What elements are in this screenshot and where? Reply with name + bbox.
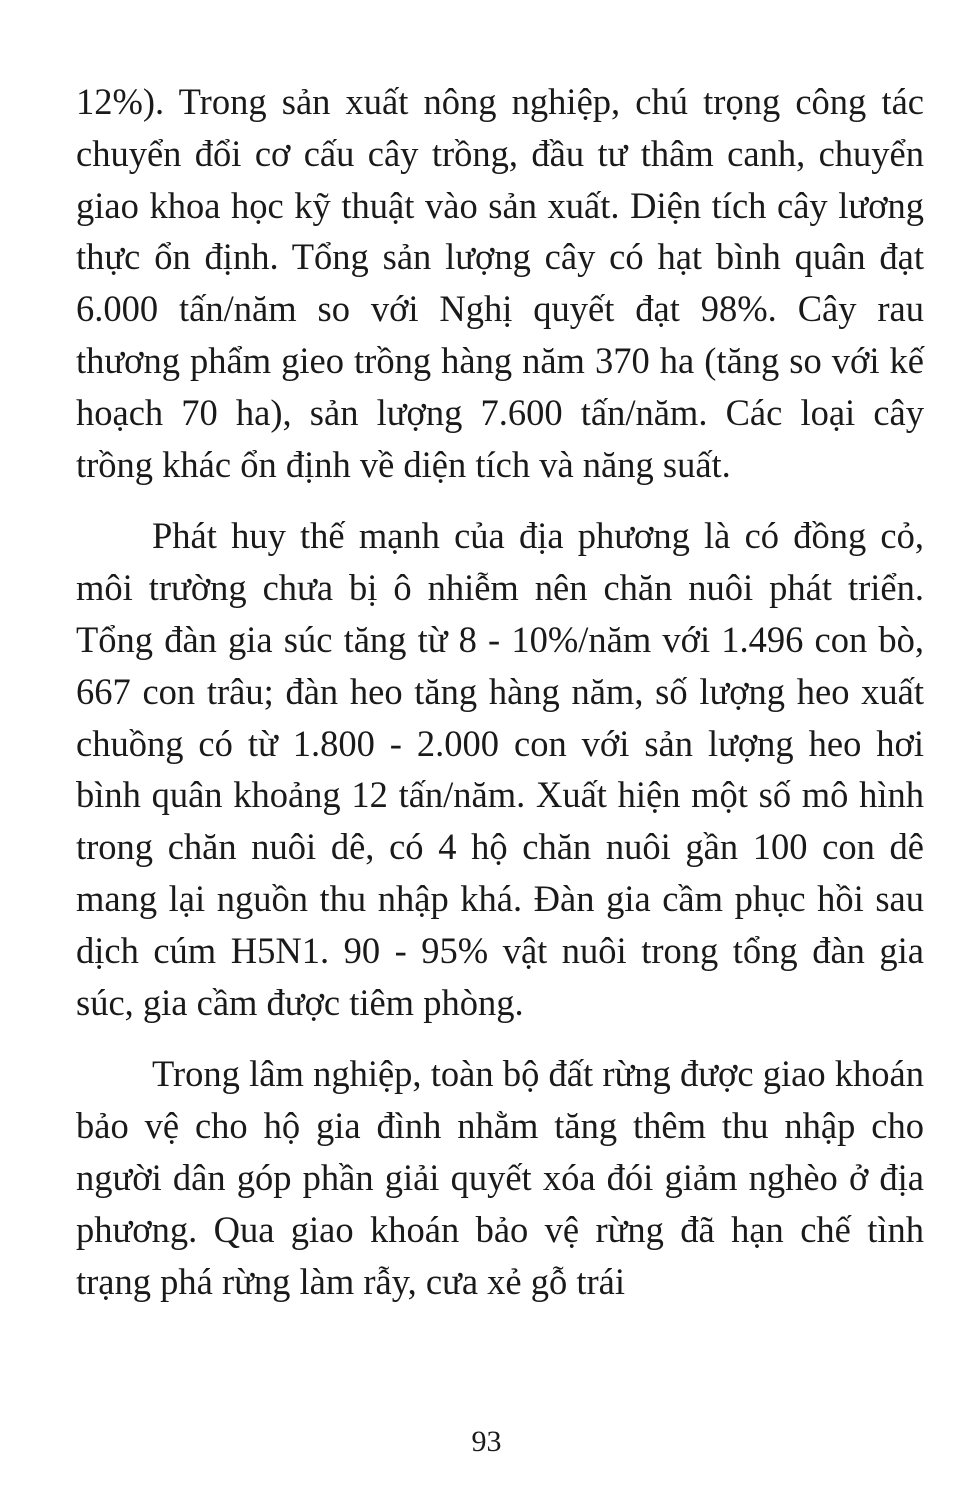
page-number: 93: [471, 1425, 502, 1458]
paragraph-3: Trong lâm nghiệp, toàn bộ đất rừng được giao khoán bảo vệ cho hộ gia đình nhằm tăng thêm thu nhập cho người dân góp phần giải quyết xóa đói giảm nghèo ở địa phương. Qua giao khoán bảo vệ rừng đã hạn chế tình trạng phá rừng làm rẫy, cưa xẻ gỗ trái: [76, 1053, 924, 1302]
paragraph-1: 12%). Trong sản xuất nông nghiệp, chú trọng công tác chuyển đổi cơ cấu cây trồng, đầu tư thâm canh, chuyển giao khoa học kỹ thuật vào sản xuất. Diện tích cây lương thực ổn định. Tổng sản lượng cây có hạt bình quân đạt 6.000 tấn/năm so với Nghị quyết đạt 98%. Cây rau thương phẩm gieo trồng hàng năm 370 ha (tăng so với kế hoạch 70 ha), sản lượng 7.600 tấn/năm. Các loại cây trồng khác ổn định về diện tích và năng suất.: [76, 81, 924, 485]
body-text: [76, 76, 924, 1307]
paragraph-2: Phát huy thế mạnh của địa phương là có đồng cỏ, môi trường chưa bị ô nhiễm nên chăn nuôi phát triển. Tổng đàn gia súc tăng từ 8 - 10%/năm với 1.496 con bò, 667 con trâu; đàn heo tăng hàng năm, số lượng heo xuất chuồng có từ 1.800 - 2.000 con với sản lượng heo hơi bình quân khoảng 12 tấn/năm. Xuất hiện một số mô hình trong chăn nuôi dê, có 4 hộ chăn nuôi gần 100 con dê mang lại nguồn thu nhập khá. Đàn gia cầm phục hồi sau dịch cúm H5N1. 90 - 95% vật nuôi trong tổng đàn gia súc, gia cầm được tiêm phòng.: [76, 515, 924, 1023]
